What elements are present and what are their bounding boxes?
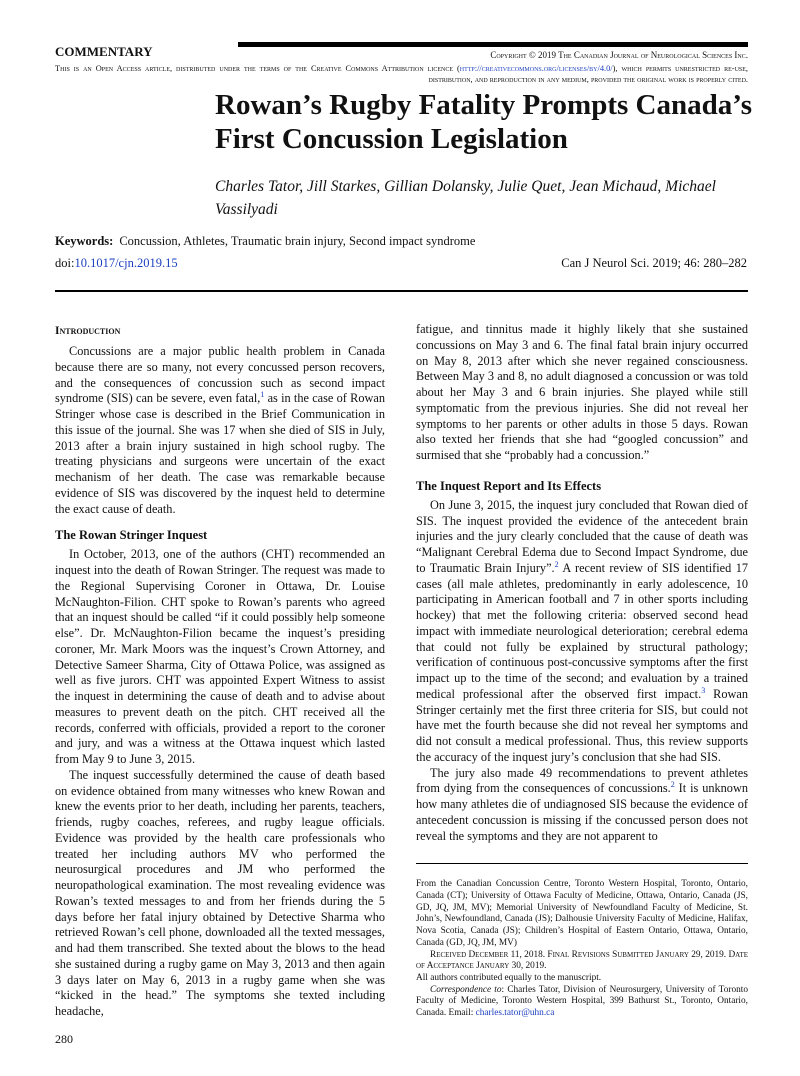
text: The jury also made 49 recommendations to prevent athletes from dying from the consequences of concussions. xyxy=(416,765,748,796)
keywords xyxy=(55,234,475,249)
reference-link[interactable]: 2 xyxy=(554,559,559,569)
doi-label: doi: xyxy=(55,256,75,270)
footnote xyxy=(416,849,748,1019)
left-column xyxy=(55,322,385,1020)
text: Concussions are a major public health problem in Canada because there are so many, not every concussed person recovers, and the consequences of concussion such as second impact syndrome (SIS) can be severe, even fatal, xyxy=(55,344,385,406)
text: Rowan Stringer certainly met the first three criteria for SIS, but could not have met the fourth because she did not reveal her symptoms and did not consult a medical professional. Thus, this review supports the accuracy of the inquest jury’s conclusion that she had SIS. xyxy=(416,686,749,764)
divider xyxy=(55,290,748,292)
paragraph xyxy=(416,498,748,766)
article-body xyxy=(55,322,748,1076)
text: On June 3, 2015, the inquest jury concluded that Rowan died of SIS. The inquest provided the evidence of the antecedent brain injuries and the jury clearly concluded that the cause of death was “Malignant Cerebral Edema due to Second Impact Syndrome, due to Traumatic Brain Injury”. xyxy=(416,497,748,575)
affiliations: From the Canadian Concussion Centre, Toronto Western Hospital, Toronto, Ontario, Canada (CT); University of Ottawa Faculty of Medicine, Ottawa, Ontario, Canada (JS, GD, JQ, JM, MV); Memorial University of Newfoundland Faculty of Medicine, St. John’s, Newfoundland, Canada (JS); Dalhousie University Faculty of Medicine, Halifax, Nova Scotia, Canada (JS); Children’s Hospital of Eastern Ontario, Ottawa, Ontario, Canada (GD, JQ, JM, MV) xyxy=(416,879,748,948)
doi xyxy=(55,256,178,271)
heading-inquest: The Rowan Stringer Inquest xyxy=(55,528,208,543)
text: It is unknown how many athletes die of undiagnosed SIS because the evidence of antecedent concussion is missing if the concussed person does not reveal the symptoms and they are not apparent to xyxy=(416,781,748,843)
text: A recent review of SIS identified 17 cases (all male athletes, predominantly in early adolescence, 10 participating in American football and 7 in other sports including hockey) that met the following criteria: observed second head impact with immediate neurological deterioration; cerebral edema that could not fully be explained by structural pathology; verification of continuous post-concussive symptoms after the first impact up to the time of the second; and evaluation by a trained medical professional after the observed first impact. xyxy=(416,560,748,701)
contributions: All authors contributed equally to the manuscript. xyxy=(416,972,602,983)
footnote-rule xyxy=(416,863,748,864)
citation: Can J Neurol Sci. 2019; 46: 280–282 xyxy=(561,256,747,270)
license-notice xyxy=(55,63,748,85)
page-number: 280 xyxy=(55,1031,73,1046)
reference-link[interactable]: 1 xyxy=(260,390,265,400)
keywords-label: Keywords: xyxy=(55,234,114,248)
heading-introduction: Introduction xyxy=(55,325,121,337)
paragraph xyxy=(55,344,385,517)
correspondence-label: Correspondence to xyxy=(430,984,502,995)
reference-link[interactable]: 3 xyxy=(701,685,706,695)
text: as in the case of Rowan Stringer whose case is described in the Brief Communication in this issue of the journal. She was 17 when she died of SIS in July, 2013 after a brain injury sustained in high school rugby. The treating physicians and surgeons were uncertain of the exact mechanism of her death. The case was remarkable because evidence of SIS was discovered by the inquest held to determine the exact cause of death. xyxy=(55,391,385,516)
right-column xyxy=(416,322,748,1020)
paragraph: fatigue, and tinnitus made it highly likely that she sustained concussions on May 3 and 6. The final fatal brain injury occurred on May 8, 2013 after which she never regained consciousness. Between May 3 and 8, no adult diagnosed a concussion or was told about her May 3 and 6 brain injuries. She played while still symptomatic from the previous injuries. She did not reveal her symptoms to her parents or other adults in those 5 days. Rowan also texted her friends that she had “googled concussion” and surmised that she “probably had a concussion.” xyxy=(416,322,748,462)
paragraph: In October, 2013, one of the authors (CHT) recommended an inquest into the death of Rowan Stringer. The request was made to the Regional Supervising Coroner in Ottawa, Dr. Louise McNaughton-Filion. CHT spoke to Rowan’s parents who agreed that an inquest should be called “if it could possibly help someone else”. Dr. McNaughton-Filion became the inquest’s presiding coroner, Mr. Mark Moors was the inquest’s Crown Attorney, and Detective Sameer Sharma, City of Ottawa Police, was assigned as well as five jurors. CHT was appointed Expert Witness to assist the inquest in determining the cause of death and to advise about measures to prevent death on the pitch. CHT received all the records, conferred with officials, provided a report to the coroner and jury, and was a witness at the Ottawa inquest which lasted from May 9 to June 3, 2015. xyxy=(55,547,385,766)
paragraph xyxy=(416,766,748,845)
header-rule xyxy=(238,42,748,47)
keywords-value: Concussion, Athletes, Traumatic brain injury, Second impact syndrome xyxy=(119,234,476,248)
license-text-end: ), which permits unrestricted re-use, distribution, and reproduction in any medium, provided the original work is properly cited. xyxy=(428,64,749,84)
email-link[interactable]: charles.tator@uhn.ca xyxy=(475,1008,555,1019)
correspondence-text: : Charles Tator, Division of Neurosurgery, University of Toronto Faculty of Medicine, Toronto Western Hospital, 399 Bathurst St., Toronto, Ontario, Canada. Email: xyxy=(416,984,748,1019)
reference-link[interactable]: 2 xyxy=(670,780,675,790)
heading-inquest-report: The Inquest Report and Its Effects xyxy=(416,478,602,493)
columns xyxy=(55,322,748,1020)
doi-link[interactable]: 10.1017/cjn.2019.15 xyxy=(74,256,178,270)
authors: Charles Tator, Jill Starkes, Gillian Dolansky, Julie Quet, Jean Michaud, Michael Vassilyadi xyxy=(215,178,716,218)
correspondence xyxy=(416,985,748,1020)
copyright: Copyright © 2019 The Canadian Journal of Neurological Sciences Inc. xyxy=(490,50,748,60)
license-text: This is an Open Access article, distributed under the terms of the Creative Commons Attribution licence ( xyxy=(55,64,460,73)
dates: Received December 11, 2018. Final Revisions Submitted January 29, 2019. Date of Acceptance January 30, 2019. xyxy=(416,949,748,972)
section-label: COMMENTARY xyxy=(55,44,153,59)
article-title: Rowan’s Rugby Fatality Prompts Canada’s First Concussion Legislation xyxy=(215,89,753,155)
license-link[interactable]: http://creativecommons.org/licenses/by/4.0/ xyxy=(459,64,613,73)
paragraph: The inquest successfully determined the cause of death based on evidence obtained from many witnesses who knew Rowan and knew the events prior to her death, including her parents, teachers, friends, rugby coaches, referees, and rugby league officials. Evidence was provided by the health care professionals who treated her including authors MV who performed the neurosurgical procedures and JM who performed the neuropathological examination. The most revealing evidence was Rowan’s texted messages to and from her friends during the 5 days before her fatal injury obtained by Detective Sharma who retrieved Rowan’s cell phone, downloaded all the texted messages, and had them transcribed. She texted about the blows to the head she sustained during a rugby game on May 3, 2013 and then again 3 days later on May 6, 2013 in a rugby game when she was “kicked in the head.” The symptoms she texted including headache, xyxy=(55,767,385,1018)
